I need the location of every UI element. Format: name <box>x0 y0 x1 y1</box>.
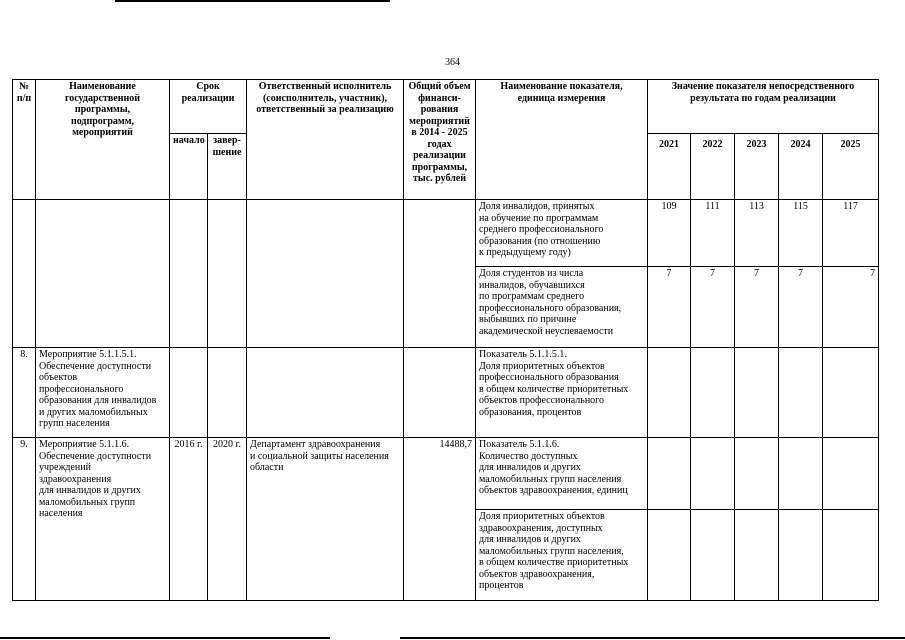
value-cell <box>823 510 879 601</box>
name-cell: Мероприятие 5.1.1.6. Обеспечение доступности учреждений здравоохранения для инвалидов и других маломобильных групп населения <box>36 438 170 601</box>
header-executor: Ответственный исполнитель (соисполнитель, участник), ответственный за реализацию <box>247 80 404 200</box>
value-cell: 7 <box>648 267 691 348</box>
header-indicator: Наименование показателя, единица измерения <box>476 80 648 200</box>
header-term: Срок реализации <box>170 80 247 134</box>
executor-cell <box>247 200 404 348</box>
value-cell <box>823 438 879 510</box>
header-values: Значение показателя непосредственного результата по годам реализации <box>648 80 879 134</box>
number-cell: 8. <box>13 348 36 438</box>
header-end: завер- шение <box>208 134 247 200</box>
value-cell: 109 <box>648 200 691 267</box>
table-row <box>13 438 879 510</box>
value-cell: 117 <box>823 200 879 267</box>
value-cell <box>648 348 691 438</box>
program-table <box>12 79 879 601</box>
start-cell: 2016 г. <box>170 438 208 601</box>
value-cell <box>735 438 779 510</box>
value-cell <box>823 348 879 438</box>
value-cell <box>735 510 779 601</box>
table-row <box>13 200 879 267</box>
value-cell <box>691 438 735 510</box>
value-cell: 7 <box>779 267 823 348</box>
header-funding-volume: Общий объем финанси- рования мероприятий в 2014 - 2025 годах реализации программы, тыс. рублей <box>404 80 476 200</box>
indicator-cell: Показатель 5.1.1.5.1. Доля приоритетных объектов профессионального образования в общем количестве приоритетных объектов профессионального образования, процентов <box>476 348 648 438</box>
end-cell: 2020 г. <box>208 438 247 601</box>
end-cell <box>208 348 247 438</box>
value-cell <box>779 438 823 510</box>
indicator-cell: Доля приоритетных объектов здравоохранения, доступных для инвалидов и других маломобильных групп населения, в общем количестве приоритетных объектов здравоохранения, процентов <box>476 510 648 601</box>
value-cell: 111 <box>691 200 735 267</box>
header-row-1 <box>13 80 879 134</box>
volume-cell <box>404 200 476 348</box>
header-number: № п/п <box>13 80 36 200</box>
executor-cell: Департамент здравоохранения и социальной защиты населения области <box>247 438 404 601</box>
volume-cell: 14488,7 <box>404 438 476 601</box>
value-cell <box>648 438 691 510</box>
table-row <box>13 348 879 438</box>
page-number: 364 <box>445 57 460 68</box>
header-year: 2025 <box>823 134 879 200</box>
header-year: 2024 <box>779 134 823 200</box>
value-cell: 7 <box>691 267 735 348</box>
value-cell: 7 <box>823 267 879 348</box>
top-edge-line <box>115 0 390 2</box>
start-cell <box>170 200 208 348</box>
number-cell: 9. <box>13 438 36 601</box>
header-year: 2022 <box>691 134 735 200</box>
value-cell <box>779 348 823 438</box>
indicator-cell: Доля студентов из числа инвалидов, обучавшихся по программам среднего профессионального образования, выбывших по причине академической неуспеваемости <box>476 267 648 348</box>
end-cell <box>208 200 247 348</box>
value-cell <box>691 510 735 601</box>
header-year: 2023 <box>735 134 779 200</box>
executor-cell <box>247 348 404 438</box>
volume-cell <box>404 348 476 438</box>
value-cell <box>735 348 779 438</box>
value-cell: 115 <box>779 200 823 267</box>
header-program-name: Наименование государственной программы, подпрограмм, мероприятий <box>36 80 170 200</box>
indicator-cell: Доля инвалидов, принятых на обучение по программам среднего профессионального образования (по отношению к предыдущему году) <box>476 200 648 267</box>
name-cell <box>36 200 170 348</box>
number-cell <box>13 200 36 348</box>
bottom-edge-line-right <box>400 637 905 639</box>
name-cell: Мероприятие 5.1.1.5.1. Обеспечение доступности объектов профессионального образования для инвалидов и других маломобильных групп населения <box>36 348 170 438</box>
header-year: 2021 <box>648 134 691 200</box>
value-cell <box>691 348 735 438</box>
bottom-edge-line <box>0 637 330 639</box>
header-start: начало <box>170 134 208 200</box>
value-cell <box>779 510 823 601</box>
value-cell: 7 <box>735 267 779 348</box>
start-cell <box>170 348 208 438</box>
value-cell <box>648 510 691 601</box>
value-cell: 113 <box>735 200 779 267</box>
indicator-cell: Показатель 5.1.1.6. Количество доступных для инвалидов и других маломобильных групп населения объектов здравоохранения, единиц <box>476 438 648 510</box>
